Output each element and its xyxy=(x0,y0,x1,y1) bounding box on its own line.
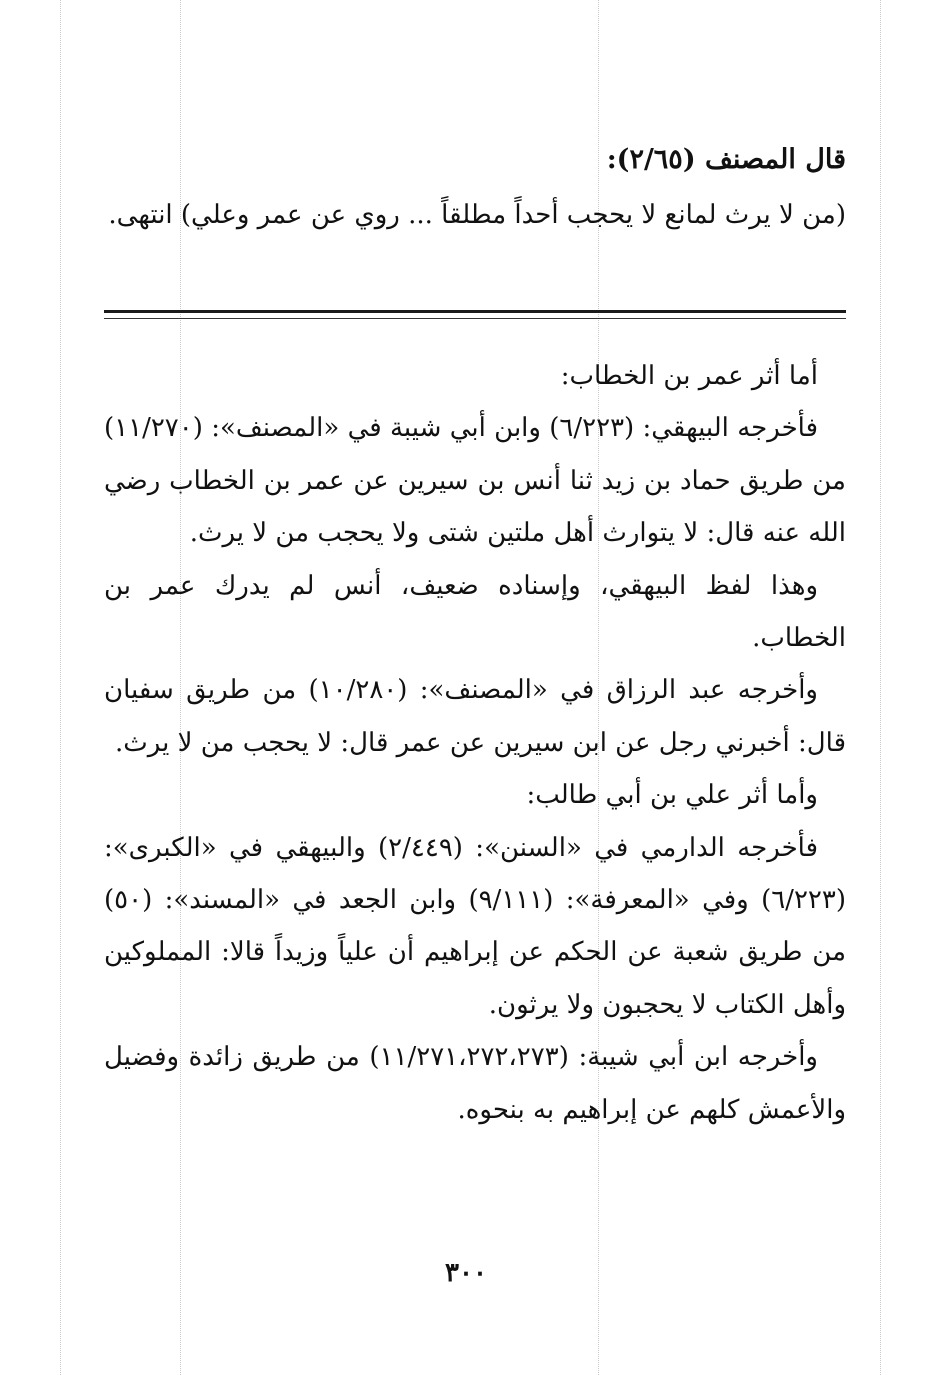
paragraph-umar-abdurrazzaq: وأخرجه عبد الرزاق في «المصنف»: (١٠/٢٨٠) من طريق سفيان قال: أخبرني رجل عن ابن سيرين عن عمر قال: لا يحجب من لا يرث. xyxy=(104,675,846,758)
body-text xyxy=(104,350,846,1136)
paragraph-umar-bayhaqi: فأخرجه البيهقي: (٦/٢٢٣) وابن أبي شيبة في «المصنف»: (١١/٢٧٠) من طريق حماد بن زيد ثنا أنس بن سيرين عن عمر بن الخطاب رضي الله عنه قال: لا يتوارث أهل ملتين شتى ولا يحجب من لا يرث. xyxy=(104,413,846,549)
paragraph-umar-grading: وهذا لفظ البيهقي، وإسناده ضعيف، أنس لم يدرك عمر بن الخطاب. xyxy=(104,570,846,654)
page-number: ٣٠٠ xyxy=(445,1258,487,1288)
separator-rule-thick xyxy=(104,310,846,313)
paragraph-ali-heading: وأما أثر علي بن أبي طالب: xyxy=(526,780,818,811)
scan-artifact-line xyxy=(880,0,881,1375)
paragraph-umar-heading: أما أثر عمر بن الخطاب: xyxy=(560,361,818,391)
quoted-text: (من لا يرث لمانع لا يحجب أحداً مطلقاً ... روي عن عمر وعلي) انتهى. xyxy=(108,200,846,230)
paragraph-ali-darimi: فأخرجه الدارمي في «السنن»: (٢/٤٤٩) والبيهقي في «الكبرى»: (٦/٢٢٣) وفي «المعرفة»: (٩/١١١) وابن الجعد في «المسند»: (٥٠) من طريق شعبة عن الحكم عن إبراهيم أن علياً وزيداً قالا: المملوكين وأهل الكتاب لا يحجبون ولا يرثون. xyxy=(104,832,846,1020)
paragraph-ali-ibn-abi-shaybah: وأخرجه ابن أبي شيبة: (١١/٢٧١،٢٧٢،٢٧٣) من طريق زائدة وفضيل والأعمش كلهم عن إبراهيم به بنحوه. xyxy=(104,1042,846,1125)
section-heading: قال المصنف (٢/٦٥): xyxy=(606,144,846,175)
scan-artifact-line xyxy=(60,0,61,1375)
separator-rule-thin xyxy=(104,318,846,319)
